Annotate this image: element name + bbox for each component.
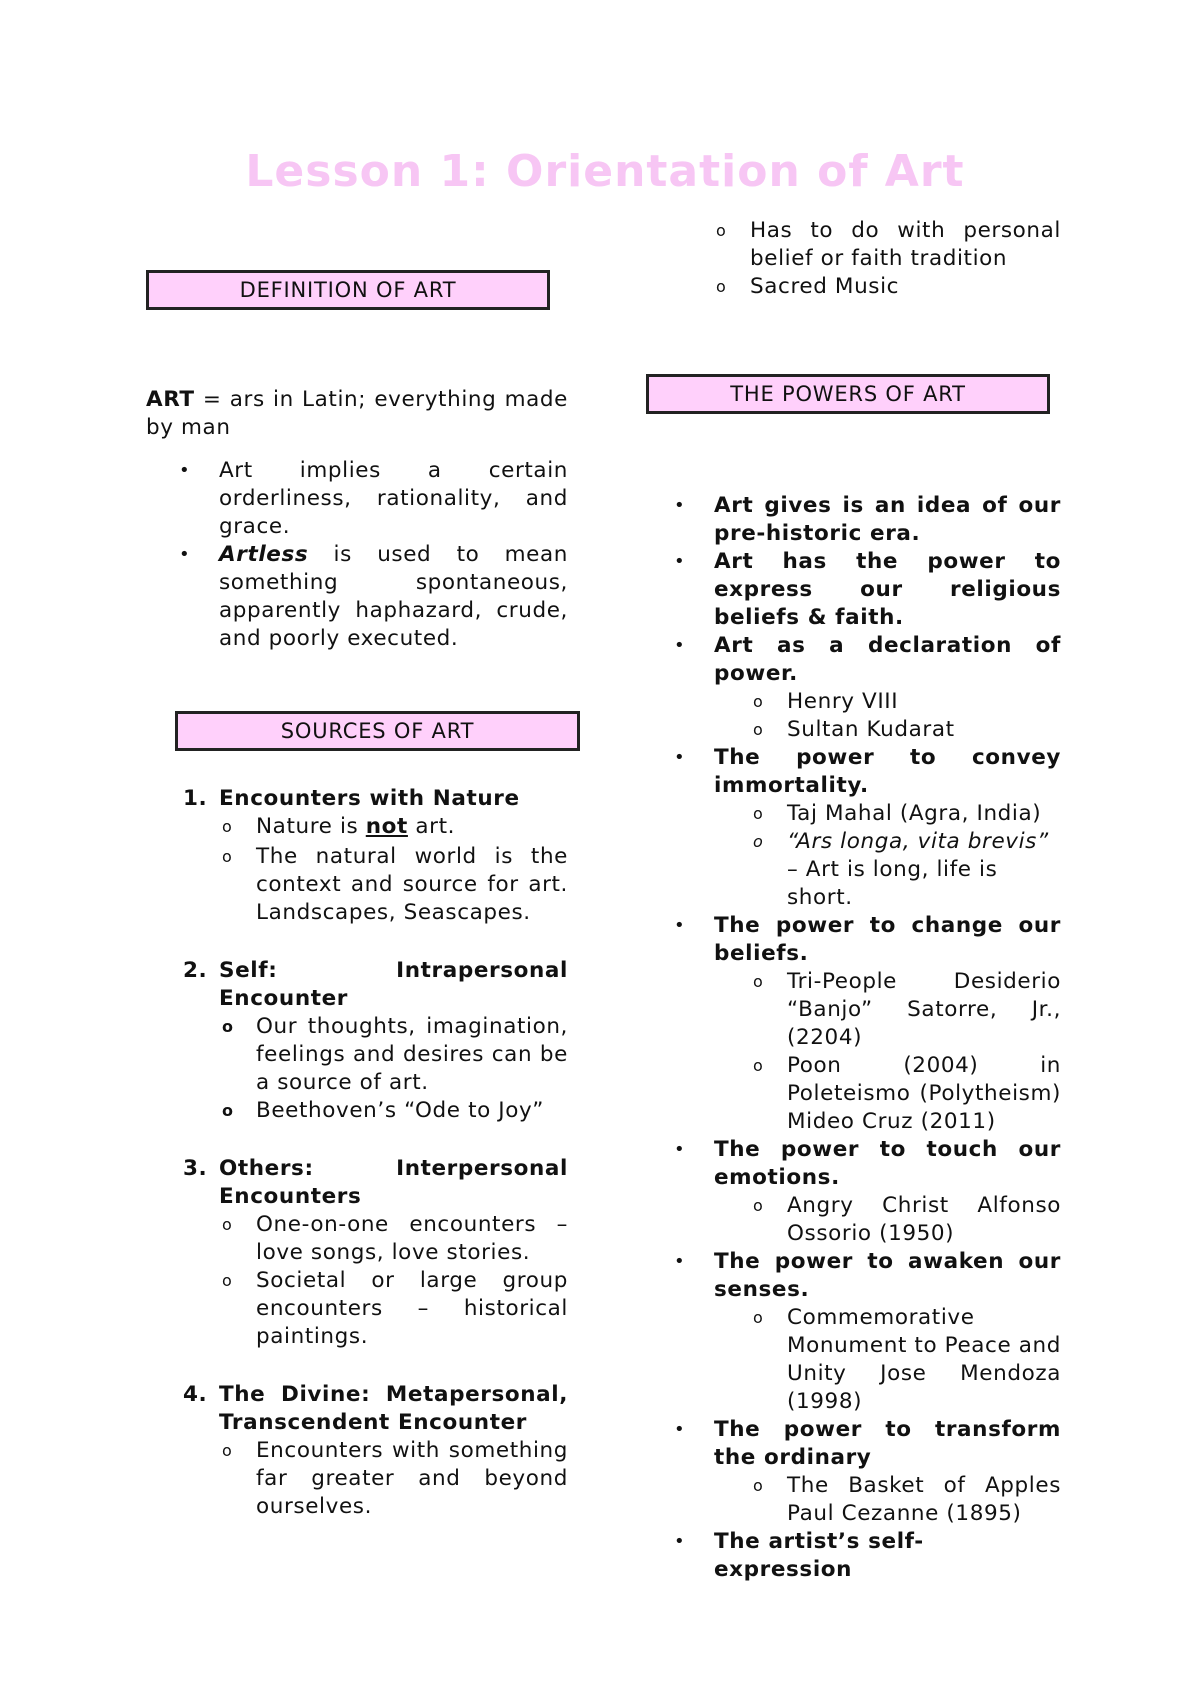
sub-list <box>753 968 1061 1136</box>
circle-bullet-icon: o <box>753 692 764 711</box>
list-item <box>179 457 568 541</box>
list-item <box>183 1155 568 1351</box>
item-number: 4. <box>183 1382 208 1407</box>
sub-item-text: Encounters with something far greater and beyond ourselves. <box>256 1438 568 1519</box>
item-title: Others: Interpersonal Encounters <box>219 1156 568 1209</box>
power-title: The power to touch our emotions. <box>714 1137 1061 1190</box>
bullet-icon: • <box>674 495 686 516</box>
page-title: Lesson 1: Orientation of Art <box>245 146 965 197</box>
powers-heading-box <box>646 374 1050 414</box>
bullet-icon: • <box>674 1419 686 1440</box>
power-title: The power to transform the ordinary <box>714 1417 1061 1470</box>
circle-bullet-icon: o <box>753 720 764 739</box>
sub-list <box>222 1013 568 1125</box>
list-item <box>674 744 1061 912</box>
powers-list <box>674 492 1061 1584</box>
power-title: The power to change our beliefs. <box>714 913 1061 966</box>
circle-bullet-icon: o <box>753 1308 764 1327</box>
sub-item-text: The Basket of Apples Paul Cezanne (1895) <box>787 1473 1061 1526</box>
bullet-icon: • <box>674 915 686 936</box>
sub-list <box>222 1211 568 1351</box>
sub-list <box>222 1437 568 1521</box>
sub-list <box>753 800 1061 912</box>
bullet-text: Art implies a certain orderliness, rationality, and grace. <box>219 458 568 539</box>
sub-item-text: Our thoughts, imagination, feelings and desires can be a source of art. <box>256 1014 568 1095</box>
list-item <box>183 785 568 927</box>
list-item <box>674 912 1061 1136</box>
circle-bullet-icon: o <box>753 1056 764 1075</box>
artless-text: is used to mean something spontaneous, apparently haphazard, crude, and poorly executed. <box>219 542 568 651</box>
list-item <box>183 957 568 1125</box>
square-bullet-icon: o <box>222 1017 234 1036</box>
sub-list <box>753 688 1061 744</box>
art-term: ART <box>146 387 195 412</box>
sub-item-text: The natural world is the context and source for art. Landscapes, Seascapes. <box>256 844 568 925</box>
latin-quote: “Ars longa, vita brevis” <box>787 829 1049 854</box>
power-title: The artist’s self-expression <box>714 1529 924 1582</box>
circle-bullet-icon: o <box>753 804 764 823</box>
bullet-icon: • <box>674 1531 686 1552</box>
circle-bullet-icon: o <box>753 1196 764 1215</box>
sub-item <box>753 1472 1061 1528</box>
circle-bullet-icon: o <box>753 972 764 991</box>
list-item <box>674 1136 1061 1248</box>
sub-item <box>222 1211 568 1267</box>
power-title: The power to awaken our senses. <box>714 1249 1061 1302</box>
artless-term: Artless <box>219 542 309 567</box>
sources-heading: SOURCES OF ART <box>280 719 475 743</box>
item-number: 2. <box>183 958 208 983</box>
item-number: 3. <box>183 1156 208 1181</box>
sub-list <box>753 1472 1061 1528</box>
sub-item-text: Societal or large group encounters – historical paintings. <box>256 1268 568 1349</box>
list-item <box>674 1248 1061 1416</box>
sub-item <box>753 828 1061 912</box>
sub-item <box>222 1013 568 1097</box>
list-item <box>179 541 568 653</box>
bullet-icon: • <box>179 460 191 481</box>
sub-item-text: Angry Christ Alfonso Ossorio (1950) <box>787 1193 1061 1246</box>
sub-item-text: Henry VIII <box>787 689 899 714</box>
sub-item-text: Sultan Kudarat <box>787 717 955 742</box>
sub-item <box>753 1304 1061 1416</box>
sources-list <box>183 785 568 1521</box>
list-item <box>674 548 1061 632</box>
sub-item <box>716 217 1061 273</box>
circle-bullet-icon: o <box>716 221 727 240</box>
bullet-icon: • <box>674 1251 686 1272</box>
definition-bullets <box>179 457 568 653</box>
list-item <box>674 492 1061 548</box>
sub-item-text: Nature is <box>256 814 366 839</box>
sub-list <box>753 1192 1061 1248</box>
art-intro <box>146 386 568 442</box>
square-bullet-icon: o <box>222 1101 234 1120</box>
sub-list <box>753 1304 1061 1416</box>
power-title: Art has the power to express our religious beliefs & faith. <box>714 549 1061 630</box>
powers-heading: THE POWERS OF ART <box>730 382 966 406</box>
sub-item-text: Tri-People Desiderio “Banjo” Satorre, Jr., (2204) <box>787 969 1061 1050</box>
power-title: The power to convey immortality. <box>714 745 1061 798</box>
divine-continued <box>716 217 1061 301</box>
item-title: The Divine: Metapersonal, Transcendent Encounter <box>219 1382 568 1435</box>
sub-item-text: Sacred Music <box>750 274 900 299</box>
sub-item-text: art. <box>407 814 456 839</box>
sub-item <box>753 968 1061 1052</box>
circle-bullet-icon: o <box>222 817 233 836</box>
sub-item <box>753 716 1061 744</box>
list-item <box>674 1528 1061 1584</box>
sub-item-text: One-on-one encounters – love songs, love stories. <box>256 1212 568 1265</box>
power-title: Art gives is an idea of our pre-historic era. <box>714 493 1061 546</box>
sub-item <box>753 1192 1061 1248</box>
definition-heading: DEFINITION OF ART <box>239 278 457 302</box>
sub-item-text: Beethoven’s “Ode to Joy” <box>256 1098 545 1123</box>
circle-bullet-icon: o <box>753 832 764 851</box>
list-item <box>674 1416 1061 1528</box>
bullet-icon: • <box>179 544 191 565</box>
circle-bullet-icon: o <box>222 1441 233 1460</box>
sub-item <box>753 800 1061 828</box>
bullet-icon: • <box>674 747 686 768</box>
circle-bullet-icon: o <box>222 1271 233 1290</box>
definition-heading-box <box>146 270 550 310</box>
power-title: Art as a declaration of power. <box>714 633 1061 686</box>
sub-item <box>222 1437 568 1521</box>
circle-bullet-icon: o <box>753 1476 764 1495</box>
list-item <box>674 632 1061 744</box>
bullet-icon: • <box>674 635 686 656</box>
emphasis-not: not <box>365 814 408 839</box>
sub-item-text: Poon (2004) in Poleteismo (Polytheism) Mideo Cruz (2011) <box>787 1053 1061 1134</box>
sub-item <box>716 273 1061 301</box>
sub-item-text: Has to do with personal belief or faith tradition <box>750 218 1061 271</box>
item-number: 1. <box>183 786 208 811</box>
bullet-icon: • <box>674 1139 686 1160</box>
list-item <box>183 1381 568 1521</box>
sub-list <box>222 813 568 927</box>
sources-heading-box <box>175 711 580 751</box>
circle-bullet-icon: o <box>716 277 727 296</box>
sub-item <box>222 813 568 841</box>
sub-item <box>222 1097 568 1125</box>
sub-item-text: Commemorative Monument to Peace and Unity Jose Mendoza (1998) <box>787 1305 1061 1414</box>
sub-item-text: – Art is long, life is short. <box>787 857 998 910</box>
bullet-icon: • <box>674 551 686 572</box>
circle-bullet-icon: o <box>222 847 233 866</box>
art-intro-text: = ars in Latin; everything made by man <box>146 387 568 440</box>
sub-item <box>753 688 1061 716</box>
item-title: Self: Intrapersonal Encounter <box>219 958 568 1011</box>
circle-bullet-icon: o <box>222 1215 233 1234</box>
sub-item <box>222 843 568 927</box>
item-title: Encounters with Nature <box>219 786 520 811</box>
sub-item <box>753 1052 1061 1136</box>
sub-item-text: Taj Mahal (Agra, India) <box>787 801 1042 826</box>
definition-section <box>146 386 568 653</box>
sub-item <box>222 1267 568 1351</box>
